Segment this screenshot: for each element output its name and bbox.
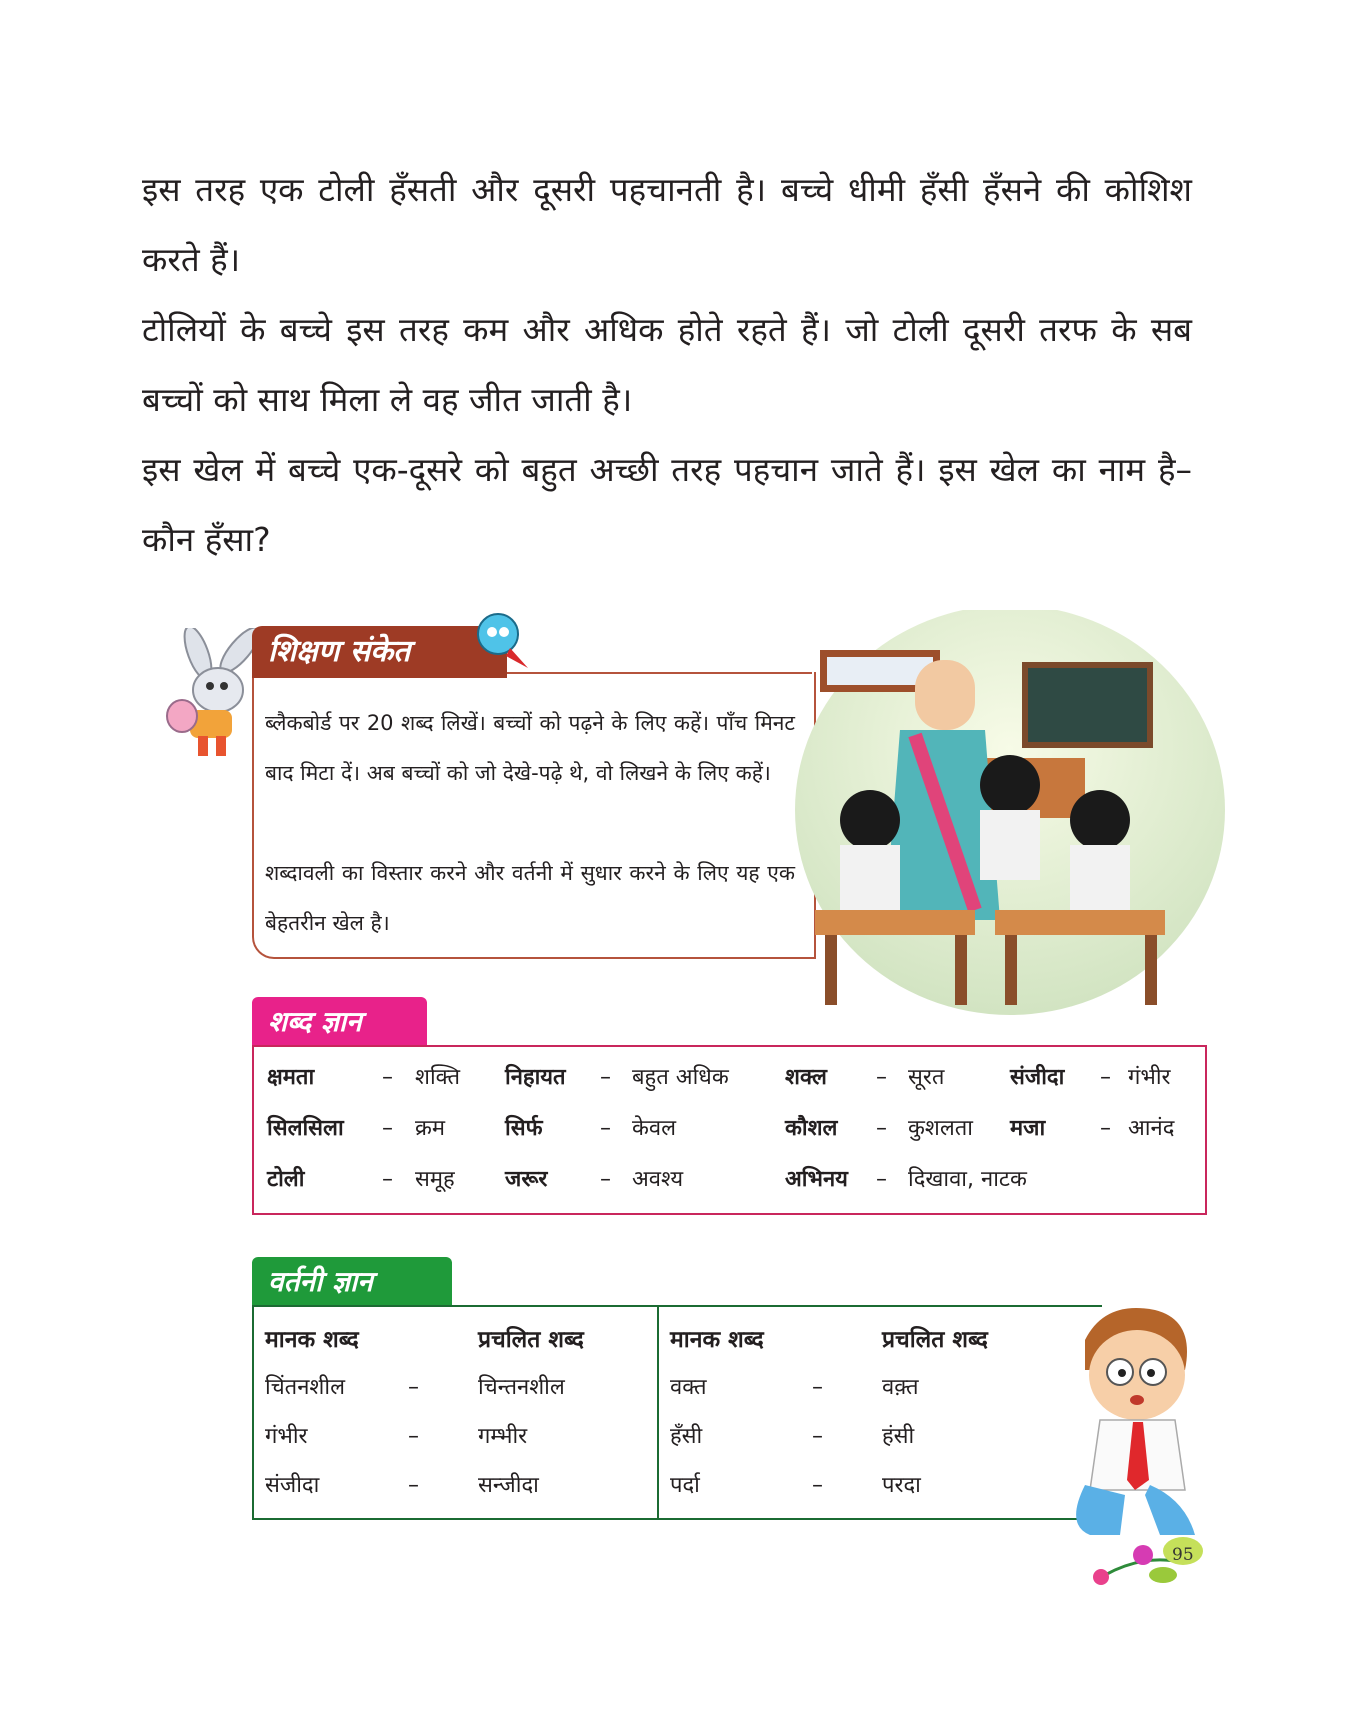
paragraph-1: इस तरह एक टोली हँसती और दूसरी पहचानती है। बच्चे धीमी हँसी हँसने की कोशिश करते हैं।	[142, 170, 1192, 279]
vocab-dash: –	[382, 1116, 393, 1141]
classroom-illustration	[795, 610, 1225, 1020]
spelling-dash: –	[812, 1424, 823, 1449]
spelling-common: सन्जीदा	[478, 1473, 539, 1498]
vocab-dash: –	[876, 1116, 887, 1141]
spelling-header-standard-right: मानक शब्द	[670, 1327, 764, 1353]
spelling-standard: पर्दा	[670, 1473, 700, 1498]
vocab-word: मजा	[1010, 1116, 1046, 1141]
vocab-dash: –	[600, 1116, 611, 1141]
spelling-common: गम्भीर	[478, 1424, 528, 1449]
spelling-common: चिन्तनशील	[478, 1375, 565, 1400]
vocab-dash: –	[382, 1065, 393, 1090]
vocab-meaning: दिखावा, नाटक	[908, 1167, 1027, 1192]
page-number: 95	[1172, 1545, 1194, 1565]
spelling-common: परदा	[882, 1473, 921, 1498]
vocab-meaning: सूरत	[908, 1065, 945, 1090]
vocab-dash: –	[600, 1167, 611, 1192]
vocab-word: क्षमता	[267, 1065, 315, 1090]
spelling-header-common-right: प्रचलित शब्द	[882, 1327, 988, 1353]
spelling-standard: गंभीर	[265, 1424, 308, 1449]
spelling-standard: चिंतनशील	[265, 1375, 345, 1400]
pencil-mascot-icon	[470, 610, 530, 670]
spelling-dash: –	[408, 1375, 419, 1400]
vocab-word: निहायत	[505, 1065, 566, 1090]
vocabulary-title: शब्द ज्ञान	[252, 997, 427, 1047]
spelling-dash: –	[812, 1473, 823, 1498]
teaching-hint-text-2: शब्दावली का विस्तार करने और वर्तनी में सुधार करने के लिए यह एक बेहतरीन खेल है।	[265, 861, 795, 935]
vocab-dash: –	[1100, 1065, 1111, 1090]
vocab-word: जरूर	[505, 1167, 548, 1192]
vocab-dash: –	[876, 1065, 887, 1090]
spelling-standard: वक्त	[670, 1375, 707, 1400]
vocab-dash: –	[1100, 1116, 1111, 1141]
vocab-dash: –	[600, 1065, 611, 1090]
vocab-meaning: शक्ति	[415, 1065, 460, 1090]
vocab-word: कौशल	[785, 1116, 838, 1141]
spelling-dash: –	[408, 1473, 419, 1498]
vocab-word: संजीदा	[1010, 1065, 1065, 1090]
confused-boy-illustration	[1045, 1300, 1215, 1540]
vocab-meaning: कुशलता	[908, 1116, 974, 1141]
teaching-hint-top-border	[500, 672, 812, 674]
vocab-word: शक्ल	[785, 1065, 827, 1090]
vocab-word: सिर्फ	[505, 1116, 543, 1141]
paragraph-3: इस खेल में बच्चे एक-दूसरे को बहुत अच्छी तरह पहचान जाते हैं। इस खेल का नाम है– कौन हँसा?	[142, 450, 1192, 559]
vocab-meaning: क्रम	[415, 1116, 446, 1141]
spelling-standard: हँसी	[670, 1424, 703, 1449]
vocab-meaning: आनंद	[1128, 1116, 1175, 1141]
spelling-header-common-left: प्रचलित शब्द	[478, 1327, 584, 1353]
teaching-hint-title: शिक्षण संकेत	[252, 626, 507, 678]
paragraph-2: टोलियों के बच्चे इस तरह कम और अधिक होते रहते हैं। जो टोली दूसरी तरफ के सब बच्चों को साथ मिला ले वह जीत जाती है।	[142, 310, 1192, 419]
vocab-meaning: बहुत अधिक	[632, 1065, 729, 1090]
spelling-divider	[657, 1305, 659, 1520]
spelling-common: वक़्त	[882, 1375, 919, 1400]
vocab-dash: –	[382, 1167, 393, 1192]
teaching-hint-text-1: ब्लैकबोर्ड पर 20 शब्द लिखें। बच्चों को पढ़ने के लिए कहें। पाँच मिनट बाद मिटा दें। अब बच्चों को जो देखे-पढ़े थे, वो लिखने के लिए कहें।	[265, 711, 795, 785]
vocab-meaning: केवल	[632, 1116, 677, 1141]
vocab-meaning: अवश्य	[632, 1167, 684, 1192]
spelling-dash: –	[812, 1375, 823, 1400]
flower-decoration	[1085, 1533, 1215, 1593]
spelling-standard: संजीदा	[265, 1473, 320, 1498]
vocab-word: अभिनय	[785, 1167, 848, 1192]
spelling-title: वर्तनी ज्ञान	[252, 1257, 452, 1307]
vocab-meaning: गंभीर	[1128, 1065, 1171, 1090]
spelling-dash: –	[408, 1424, 419, 1449]
vocab-word: टोली	[267, 1167, 305, 1192]
vocab-dash: –	[876, 1167, 887, 1192]
vocab-word: सिलसिला	[267, 1116, 344, 1141]
spelling-header-standard-left: मानक शब्द	[265, 1327, 359, 1353]
vocab-meaning: समूह	[415, 1167, 455, 1192]
spelling-common: हंसी	[882, 1424, 915, 1449]
